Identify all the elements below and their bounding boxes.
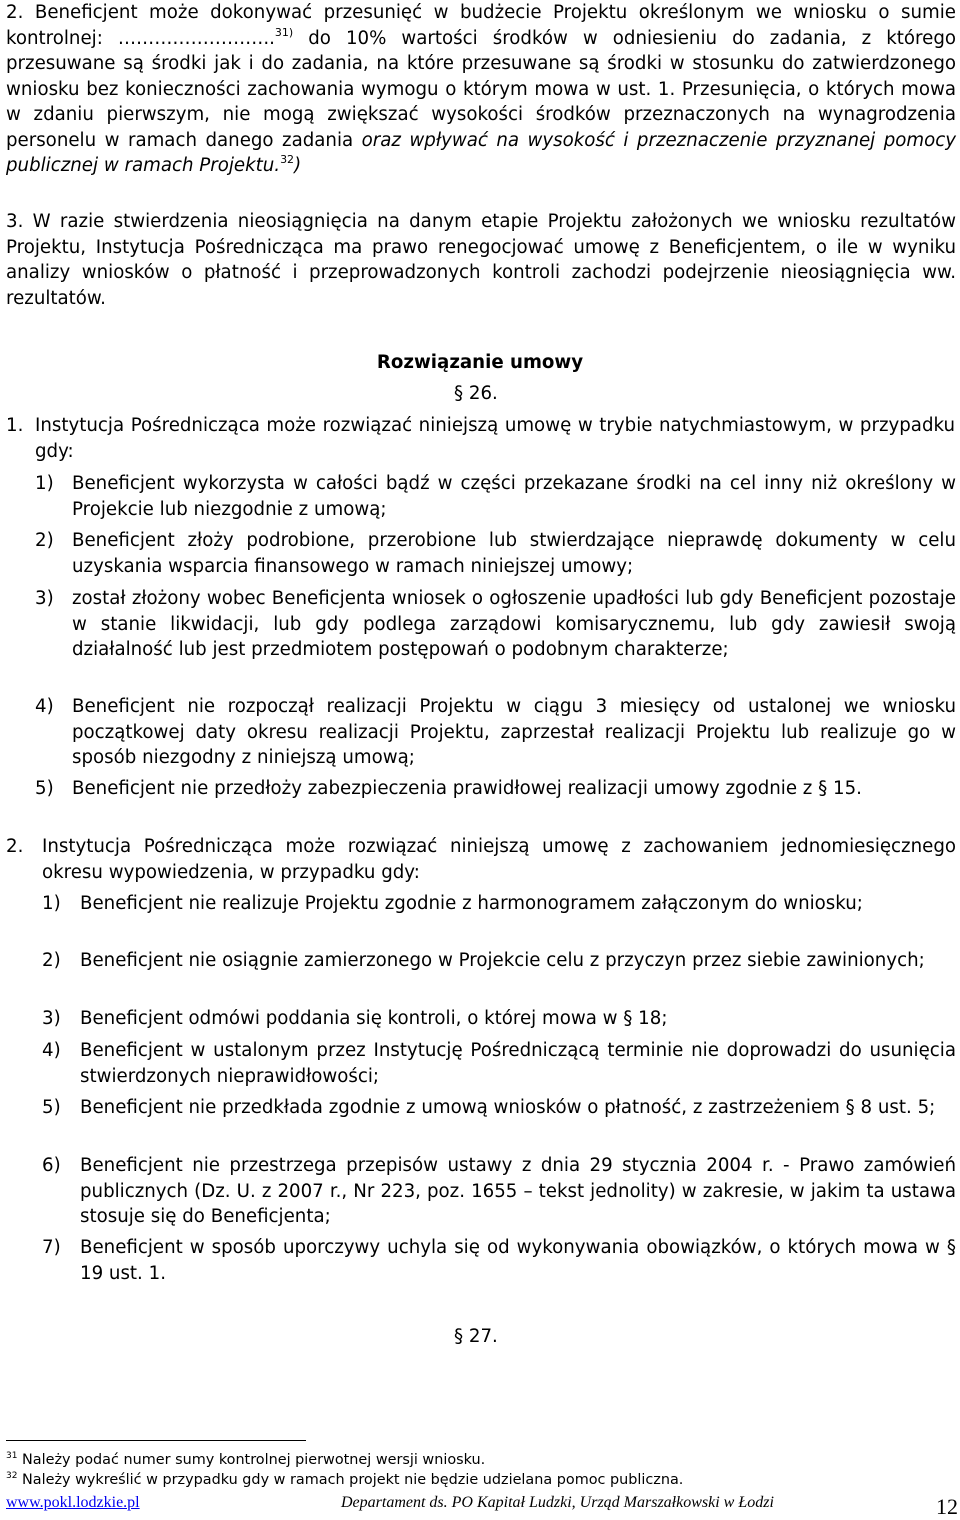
list-item-number: 3): [35, 588, 54, 609]
list-item-number: 5): [35, 778, 54, 799]
s26-p2-intro: Instytucja Pośrednicząca może rozwiązać niniejszą umowę z zachowaniem jednomiesięcznego okresu wypowiedzenia, w przypadku gdy:: [42, 836, 956, 883]
footnote-ref-31[interactable]: 31): [274, 25, 294, 39]
list-item: Beneficjent nie realizuje Projektu zgodnie z harmonogramem załączonym do wniosku;: [80, 893, 863, 914]
paragraph-number: 2.: [6, 836, 24, 857]
list-item: Beneficjent odmówi poddania się kontroli, o której mowa w § 18;: [80, 1008, 668, 1029]
list-item-number: 5): [42, 1097, 61, 1118]
paragraph-italic-text: ): [294, 155, 302, 176]
footnote-31: [6, 1451, 485, 1469]
list-item-number: 7): [42, 1237, 61, 1258]
section-27-mark: § 27.: [454, 1326, 498, 1347]
footnote-text: Należy podać numer sumy kontrolnej pierwotnej wersji wniosku.: [17, 1452, 486, 1468]
list-item: Beneficjent w sposób uporczywy uchyla się od wykonywania obowiązków, o których mowa w § 19 ust. 1.: [80, 1237, 956, 1284]
footer-department: Departament ds. PO Kapitał Ludzki, Urząd Marszałkowski w Łodzi: [341, 1494, 774, 1511]
section-26-mark: § 26.: [454, 383, 498, 404]
s26-p1-intro: Instytucja Pośrednicząca może rozwiązać niniejszą umowę w trybie natychmiastowym, w przypadku gdy:: [35, 415, 955, 462]
list-item-number: 6): [42, 1155, 61, 1176]
footnote-text: Należy wykreślić w przypadku gdy w ramach projekt nie będzie udzielana pomoc publiczna.: [17, 1472, 684, 1488]
section-heading: Rozwiązanie umowy: [376, 352, 584, 373]
footnote-divider: [6, 1440, 306, 1441]
list-item: Beneficjent nie przedłoży zabezpieczenia prawidłowej realizacji umowy zgodnie z § 15.: [72, 778, 862, 799]
paragraph-text: Beneficjent może dokonywać przesunięć w budżecie Projektu określonym we wniosku o sumie kontrolnej: ……………………..: [6, 2, 956, 49]
paragraph-number: 3.: [6, 211, 24, 232]
page-number: 12: [936, 1494, 958, 1519]
list-item: Beneficjent wykorzysta w całości bądź w części przekazane środki na cel inny niż określony w Projekcie lub niezgodnie z umową;: [72, 473, 956, 520]
page-footer: [6, 1494, 958, 1518]
paragraph-italic-text: oraz wpływać na wysokość i przeznaczenie przyznanej pomocy publicznej w ramach Projektu.: [6, 129, 956, 176]
list-item: Beneficjent nie osiągnie zamierzonego w Projekcie celu z przyczyn przez siebie zawinionych;: [80, 950, 925, 971]
list-item: Beneficjent nie przedkłada zgodnie z umową wniosków o płatność, z zastrzeżeniem § 8 ust. 5;: [80, 1097, 936, 1118]
footnote-number: 32: [6, 1471, 18, 1481]
list-item: Beneficjent nie przestrzega przepisów ustawy z dnia 29 stycznia 2004 r. - Prawo zamówień publicznych (Dz. U. z 2007 r., Nr 223, poz. 1655 – tekst jednolity) w zakresie, w jakim ta ustawa stosuje się do Beneficjenta;: [80, 1155, 956, 1227]
list-item: został złożony wobec Beneficjenta wniosek o ogłoszenie upadłości lub gdy Beneficjent pozostaje w stanie likwidacji, lub gdy podlega zarządowi komisarycznemu, lub gdy zawiesił swoją działalność lub jest przedmiotem postępowań o podobnym charakterze;: [72, 588, 956, 660]
list-item-number: 4): [42, 1040, 61, 1061]
paragraph-3: [6, 209, 956, 311]
list-item-number: 3): [42, 1008, 61, 1029]
paragraph-text: W razie stwierdzenia nieosiągnięcia na danym etapie Projektu założonych we wniosku rezultatów Projektu, Instytucja Pośrednicząca ma prawo renegocjować umowę z Beneficjentem, o ile w wyniku analizy wniosków o płatność i przeprowadzonych kontroli zachodzi podejrzenie nieosiągnięcia ww. rezultatów.: [6, 211, 956, 309]
list-item-number: 1): [35, 473, 54, 494]
list-item: Beneficjent złoży podrobione, przerobione lub stwierdzające nieprawdę dokumenty w celu uzyskania wsparcia finansowego w ramach niniejszej umowy;: [72, 530, 956, 577]
footer-website-link[interactable]: www.pokl.lodzkie.pl: [6, 1494, 140, 1511]
list-item: Beneficjent w ustalonym przez Instytucję Pośredniczącą terminie nie doprowadzi do usunięcia stwierdzonych nieprawidłowości;: [80, 1040, 956, 1087]
paragraph-text: do 10% wartości środków w odniesieniu do zadania, z którego przesuwane są środki jak i do zadania, na które przesuwane są środki w stosunku do zatwierdzonego wniosku bez konieczności zachowania wymogu o którym mowa w ust. 1. Przesunięcia, o których mowa w zdaniu pierwszym, nie mogą zwiększać wysokości środków przeznaczonych na wynagrodzenia personelu w ramach danego zadania: [6, 27, 956, 151]
list-item-number: 2): [42, 950, 61, 971]
paragraph-2: [6, 0, 956, 179]
footnote-number: 31: [6, 1451, 18, 1461]
list-item-number: 2): [35, 530, 54, 551]
list-item-number: 1): [42, 893, 61, 914]
footnote-32: [6, 1471, 683, 1489]
footnote-ref-32[interactable]: 32: [280, 153, 295, 166]
list-item: Beneficjent nie rozpoczął realizacji Projektu w ciągu 3 miesięcy od ustalonej we wniosku początkowej daty okresu realizacji Projektu, zaprzestał realizacji Projektu lub realizuje go w sposób niezgodny z niniejszą umową;: [72, 696, 956, 768]
list-item-number: 4): [35, 696, 54, 717]
paragraph-number: 1.: [6, 415, 24, 436]
paragraph-number: 2.: [6, 2, 24, 23]
